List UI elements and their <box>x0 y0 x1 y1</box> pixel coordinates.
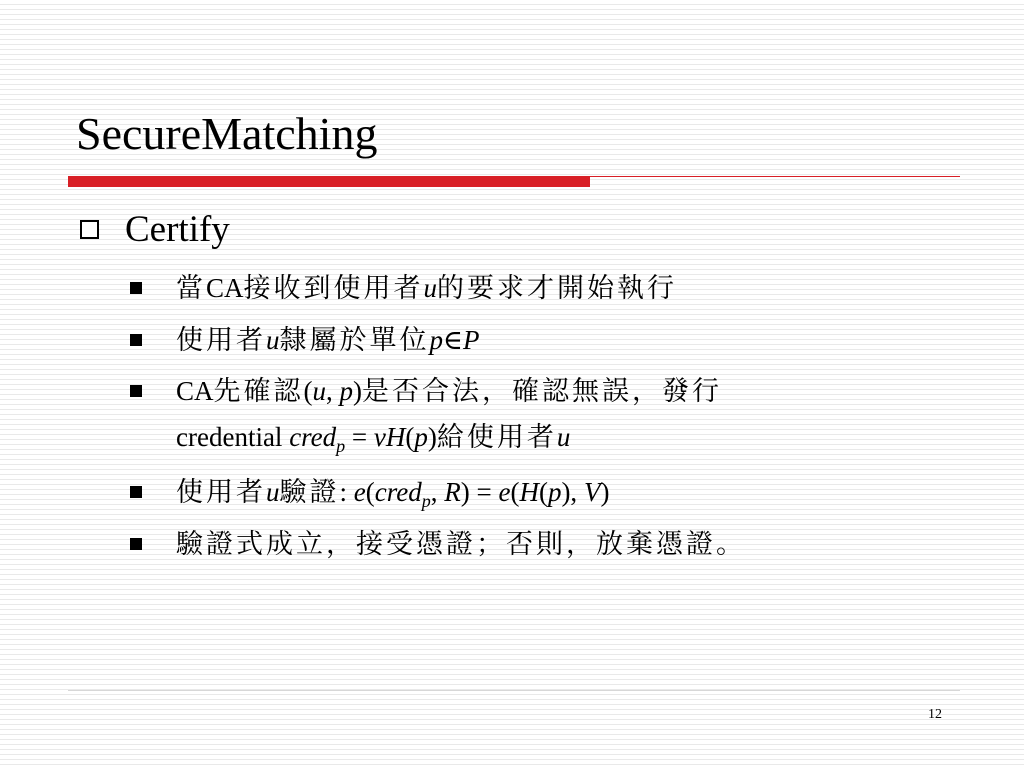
page-number: 12 <box>928 707 942 722</box>
bullet-text: ), <box>561 477 584 507</box>
math-variable: R <box>444 477 461 507</box>
bullet-text: 當 <box>176 273 206 304</box>
bullet-text: : <box>339 477 354 507</box>
bullet-text: 驗證 <box>279 477 340 508</box>
math-variable: P <box>463 325 480 355</box>
math-variable: p <box>339 376 354 406</box>
bullet-text: , <box>326 376 340 406</box>
bullet-text: 驗證式成立，接受憑證；否則，放棄憑證。 <box>176 529 746 560</box>
square-bullet-icon <box>130 282 142 294</box>
square-bullet-icon <box>130 486 142 498</box>
math-variable: u <box>556 422 571 452</box>
math-variable: vH <box>373 422 406 452</box>
bullet-text: 給使用者 <box>436 422 557 453</box>
bullet-text: ) <box>600 477 610 507</box>
bullet-text: 使用者 <box>176 325 266 356</box>
math-variable: u <box>266 477 280 507</box>
section-heading <box>76 208 230 252</box>
hollow-square-bullet-icon <box>80 220 99 239</box>
square-bullet-icon <box>130 334 142 346</box>
square-bullet-icon <box>130 385 142 397</box>
math-variable: e <box>498 477 511 507</box>
bullet-text: ( <box>405 422 415 452</box>
bullet-text: ) <box>427 422 437 452</box>
math-variable: u <box>423 273 438 303</box>
bullet-text: ( <box>303 376 313 406</box>
bullet-text: 是否合法，確認無誤，發行 <box>362 376 723 407</box>
math-variable: p <box>547 477 562 507</box>
bullet-text: 接收到使用者 <box>243 273 424 304</box>
math-variable: H <box>519 477 539 507</box>
list-item-continuation <box>176 419 570 456</box>
math-variable: cred <box>289 422 337 452</box>
bullet-text: ) <box>353 376 363 406</box>
bullet-text: ( <box>510 477 520 507</box>
square-bullet-icon <box>130 538 142 550</box>
list-item <box>176 270 677 307</box>
bullet-text: credential <box>176 422 290 452</box>
math-variable: u <box>266 325 280 355</box>
math-variable: e <box>353 477 366 507</box>
bullet-text: ( <box>538 477 548 507</box>
math-variable: V <box>583 477 601 507</box>
slide-title: SecureMatching <box>76 108 378 159</box>
bullet-text: 的要求才開始執行 <box>437 273 678 304</box>
math-variable: cred <box>374 477 422 507</box>
bullet-text: ( <box>365 477 375 507</box>
math-symbol: ∈ <box>443 325 463 355</box>
list-item <box>176 322 480 359</box>
bullet-text: CA <box>176 376 214 406</box>
bullet-text: CA <box>206 273 244 303</box>
title-underline-thick <box>68 176 590 187</box>
bullet-text: 先確認 <box>213 376 304 407</box>
bullet-text: = <box>345 422 374 452</box>
math-variable: p <box>429 325 443 355</box>
list-item <box>176 474 609 511</box>
math-subscript: p <box>421 491 431 511</box>
math-variable: u <box>312 376 327 406</box>
bullet-text: 使用者 <box>176 477 266 508</box>
title-underline-thin <box>590 176 960 177</box>
bullet-text: , <box>430 477 445 507</box>
math-subscript: p <box>336 436 346 456</box>
math-variable: p <box>414 422 428 452</box>
bullet-text: 隸屬於單位 <box>279 325 430 356</box>
list-item <box>176 526 746 563</box>
bullet-text: ) = <box>460 477 499 507</box>
list-item <box>176 373 722 410</box>
section-heading-label: Certify <box>125 209 230 250</box>
footer-divider <box>68 690 960 691</box>
